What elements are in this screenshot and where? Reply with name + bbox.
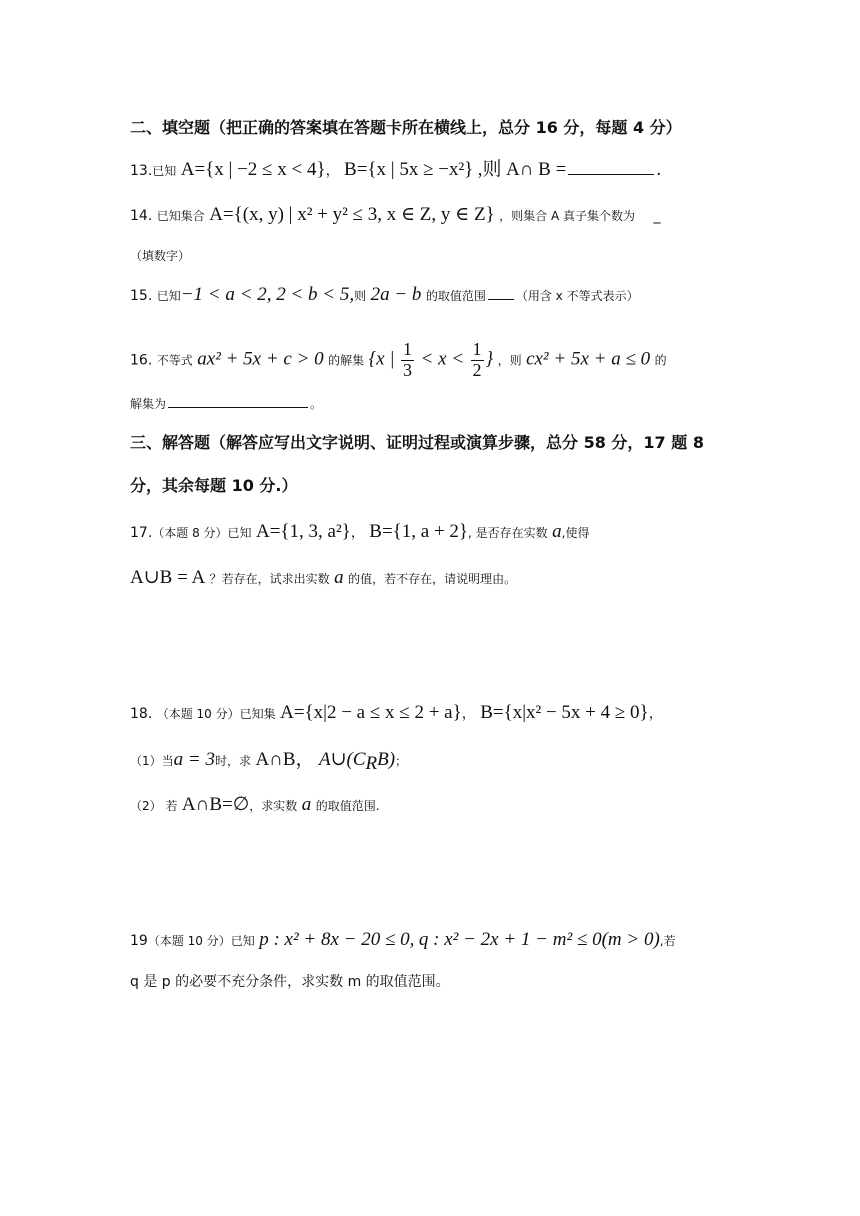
question-17 xyxy=(130,522,589,541)
q14-suffix: ，则集合 A 真子集个数为 xyxy=(499,209,635,223)
q16-set-close: } xyxy=(485,348,494,370)
q13-prefix: 已知 xyxy=(152,164,177,178)
question-14 xyxy=(130,205,660,224)
q16-inequality: ax² + 5x + c > 0 xyxy=(197,348,324,370)
q18-prefix: 已知集 xyxy=(239,707,276,721)
q18-part-1-end: ； xyxy=(395,754,408,768)
q18-part-1-mid: 时，求 xyxy=(214,754,251,768)
q19-m-condition: (m > 0) xyxy=(601,929,660,950)
q15-note: （用含 x 不等式表示） xyxy=(515,289,639,303)
q18-part-1-sub: R xyxy=(365,752,378,774)
q13-number: 13. xyxy=(130,163,153,179)
q15-answer-blank[interactable] xyxy=(488,298,514,300)
q17-line-2-text: ？若存在，试求出实数 xyxy=(209,572,330,586)
q18-part-1-label: （1）当 xyxy=(130,754,174,768)
q16-de: 的 xyxy=(654,353,667,368)
q13-end: . xyxy=(656,159,662,180)
q17-number: 17. xyxy=(130,525,153,541)
q16-fraction-2-num: 1 xyxy=(472,339,482,359)
q13-comma: ， xyxy=(325,163,340,179)
q16-mid: 的解集 xyxy=(328,353,365,368)
q15-suffix: 的取值范围 xyxy=(425,289,486,303)
q16-line-2 xyxy=(130,398,322,410)
q18-part-2-expr: A∩B=∅ xyxy=(181,794,250,815)
q17-var-2: a xyxy=(334,567,344,588)
q17-comma: ， xyxy=(350,525,365,541)
q18-comma: ， xyxy=(461,706,476,722)
q16-inequality-2: cx² + 5x + a ≤ 0 xyxy=(526,348,651,370)
q14-number: 14. xyxy=(130,208,153,224)
q18-part-1-condition: a = 3 xyxy=(173,749,215,770)
q17-prefix: 已知 xyxy=(227,526,252,540)
q18-part-2-var: a xyxy=(301,794,312,815)
question-18 xyxy=(130,703,663,722)
q13-set-a: A={x | −2 ≤ x < 4} xyxy=(180,159,326,180)
q18-set-a: A={x|2 − a ≤ x ≤ 2 + a} xyxy=(280,702,462,723)
q13-ask: A∩ B = xyxy=(505,159,567,180)
q14-dash: _ xyxy=(653,208,661,224)
q18-part-1-expr-2: A∪(C xyxy=(319,749,366,770)
q16-fraction-2-den: 2 xyxy=(472,359,482,380)
q19-condition-p: p : x² + 8x − 20 ≤ 0, xyxy=(259,929,415,950)
q18-part-2-end: 的取值范围. xyxy=(315,799,380,813)
q18-part-2 xyxy=(130,795,380,814)
question-13 xyxy=(130,160,661,179)
q16-prefix: 不等式 xyxy=(156,353,193,368)
q17-set-a: A={1, 3, a²} xyxy=(256,521,351,542)
q17-end: ,使得 xyxy=(561,526,590,540)
q15-condition: −1 < a < 2, 2 < b < 5, xyxy=(180,284,355,305)
q18-number: 18. xyxy=(130,706,153,722)
q16-answer-blank[interactable] xyxy=(168,406,308,408)
q17-mid: , 是否存在实数 xyxy=(468,526,548,540)
q17-union: A∪B = A xyxy=(130,567,206,588)
q14-note: （填数字） xyxy=(130,249,191,263)
q17-line-2-end: 的值，若不存在，请说明理由。 xyxy=(348,572,517,586)
q16-fraction-1-den: 3 xyxy=(403,359,413,380)
q15-prefix: 已知 xyxy=(156,289,181,303)
q19-condition-q: q : x² − 2x + 1 − m² ≤ 0 xyxy=(418,929,602,950)
section-3-heading-line-1: 三、解答题（解答应写出文字说明、证明过程或演算步骤，总分 58 分，17 题 8 xyxy=(130,433,704,452)
q18-set-b: B={x|x² − 5x + 4 ≥ 0} xyxy=(480,702,649,723)
q18-score: （本题 10 分） xyxy=(156,707,240,721)
q16-lt: < x < xyxy=(420,348,465,370)
q16-then: ，则 xyxy=(497,353,522,368)
q14-prefix: 已知集合 xyxy=(156,209,205,223)
q19-score: （本题 10 分） xyxy=(147,934,231,948)
q18-part-2-mid: ，求实数 xyxy=(249,799,298,813)
q16-fraction-1-num: 1 xyxy=(403,339,413,359)
q18-part-1-expr-3: B) xyxy=(377,749,396,770)
question-19 xyxy=(130,930,676,949)
q15-number: 15. xyxy=(130,288,153,304)
q15-then: 则 xyxy=(354,289,367,303)
section-3-heading-line-2: 分，其余每题 10 分.） xyxy=(130,476,298,495)
q17-set-b: B={1, a + 2} xyxy=(369,521,469,542)
question-16 xyxy=(130,340,667,381)
q13-set-b: B={x | 5x ≥ −x²} xyxy=(344,159,474,180)
q18-part-1-expr-1: A∩B， xyxy=(255,749,315,770)
q16-set-open: {x | xyxy=(368,348,395,370)
q17-score: （本题 8 分） xyxy=(152,526,228,540)
q16-number: 16. xyxy=(130,352,153,369)
q19-number: 19 xyxy=(130,933,148,949)
q16-fraction-1 xyxy=(401,340,414,381)
q16-answer-label: 解集为 xyxy=(130,397,167,411)
section-2-heading: 二、填空题（把正确的答案填在答题卡所在横线上，总分 16 分，每题 4 分） xyxy=(130,118,682,137)
q16-end: 。 xyxy=(310,397,323,411)
q13-then: ,则 xyxy=(477,159,502,180)
q18-part-1 xyxy=(130,750,407,773)
q14-set-a: A={(x, y) | x² + y² ≤ 3, x ∈ Z, y ∈ Z} xyxy=(209,204,495,225)
q19-prefix: 已知 xyxy=(230,934,255,948)
question-15 xyxy=(130,285,639,304)
q19-end: ,若 xyxy=(659,934,676,948)
q13-answer-blank[interactable] xyxy=(568,173,654,175)
q17-var: a xyxy=(552,521,562,542)
q16-fraction-2 xyxy=(471,340,484,381)
q18-part-2-label: （2） 若 xyxy=(130,799,178,813)
q15-expression: 2a − b xyxy=(370,284,422,305)
q18-end: ， xyxy=(648,706,663,722)
q19-line-2: q 是 p 的必要不充分条件，求实数 m 的取值范围。 xyxy=(130,974,450,990)
q17-line-2 xyxy=(130,568,516,587)
